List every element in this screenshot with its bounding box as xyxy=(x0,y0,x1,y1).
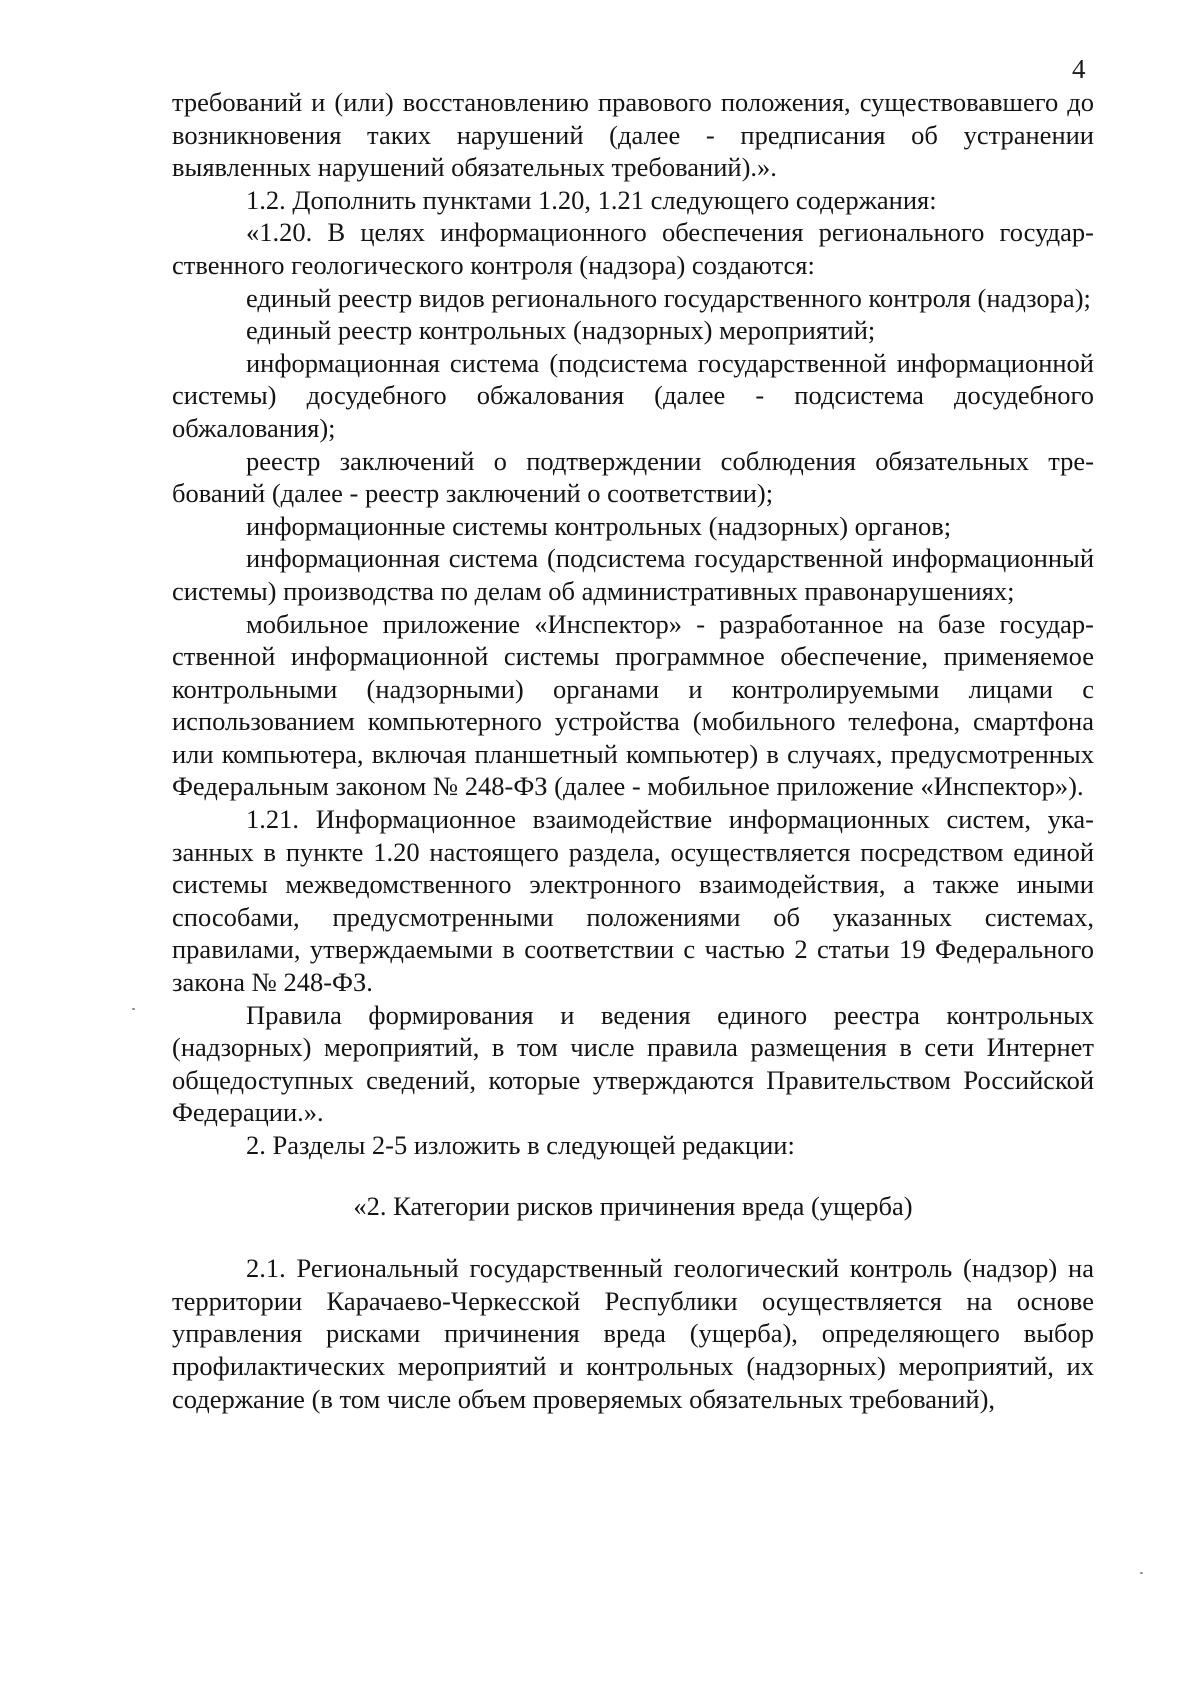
page-number: 4 xyxy=(1072,54,1086,84)
list-item-conclusions-registry: реестр заключений о подтверждении соблюдения обязательных требований (далее - реестр заключений о соответствии); xyxy=(172,445,1094,509)
list-item-registry-events: единый реестр контрольных (надзорных) мероприятий; xyxy=(246,315,876,346)
paragraph-item-1-2: 1.2. Дополнить пунктами 1.20, 1.21 следующего содержания: xyxy=(246,184,937,215)
scan-speck xyxy=(1140,1572,1143,1574)
document-body xyxy=(172,86,1094,1415)
scan-speck xyxy=(132,1008,135,1010)
paragraph-continuation: требований и (или) восстановлению правового положения, существовавшего до возникновения таких нарушений (далее - предписания об устранении выявленных нарушений обязательных требований).». xyxy=(172,87,1094,183)
section-heading: «2. Категории рисков причинения вреда (ущерба) xyxy=(353,1190,913,1221)
list-item-registry-types: единый реестр видов регионального государственного контроля (надзора); xyxy=(246,282,1091,313)
paragraph-item-1-21: 1.21. Информационное взаимодействие информационных систем, указанных в пункте 1.20 настоящего раздела, осуществляется посредством единой системы межведомственного электронного взаимодействия, а также иными способами, предусмотренными положениями об указанных системах, правилами, утверждаемыми в соответствии с частью 2 статьи 19 Федерального закона № 248-ФЗ. xyxy=(172,804,1094,998)
paragraph-registry-rules: Правила формирования и ведения единого реестра контрольных (надзорных) мероприятий, в том числе правила размещения в сети Интернет общедоступных сведений, которые утверждаются Правительством Российской Федерации.». xyxy=(172,999,1094,1128)
list-item-appeal-system: информационная система (подсистема государственной информационной системы) досудебного обжалования (далее - подсистема досудебного обжалования); xyxy=(172,347,1094,443)
paragraph-item-2-1: 2.1. Региональный государственный геологический контроль (надзор) на территории Карачаево-Черкесской Республики осуществляется на основе управления рисками причинения вреда (ущерба), определяющего выбор профилактических мероприятий и контрольных (надзорных) мероприятий, их содержание (в том числе объем проверяемых обязательных требований), xyxy=(172,1253,1094,1414)
list-item-authority-systems: информационные системы контрольных (надзорных) органов; xyxy=(246,510,952,541)
list-item-inspector-app: мобильное приложение «Инспектор» - разработанное на базе государственной информационной системы программное обеспечение, применяемое контрольными (надзорными) органами и контролируемыми лицами с использованием компьютерного устройства (мобильного телефона, смартфона или компьютера, включая планшетный компьютер) в случаях, предусмотренных Федеральным законом № 248-ФЗ (далее - мобильное приложение «Инспектор»). xyxy=(172,608,1094,802)
list-item-offence-system: информационная система (подсистема государственной информационный системы) производства по делам об административных правонарушениях; xyxy=(172,543,1094,606)
paragraph-item-1-20: «1.20. В целях информационного обеспечения регионального государственного геологического контроля (надзора) создаются: xyxy=(172,217,1094,280)
paragraph-item-2: 2. Разделы 2-5 изложить в следующей редакции: xyxy=(246,1130,795,1160)
